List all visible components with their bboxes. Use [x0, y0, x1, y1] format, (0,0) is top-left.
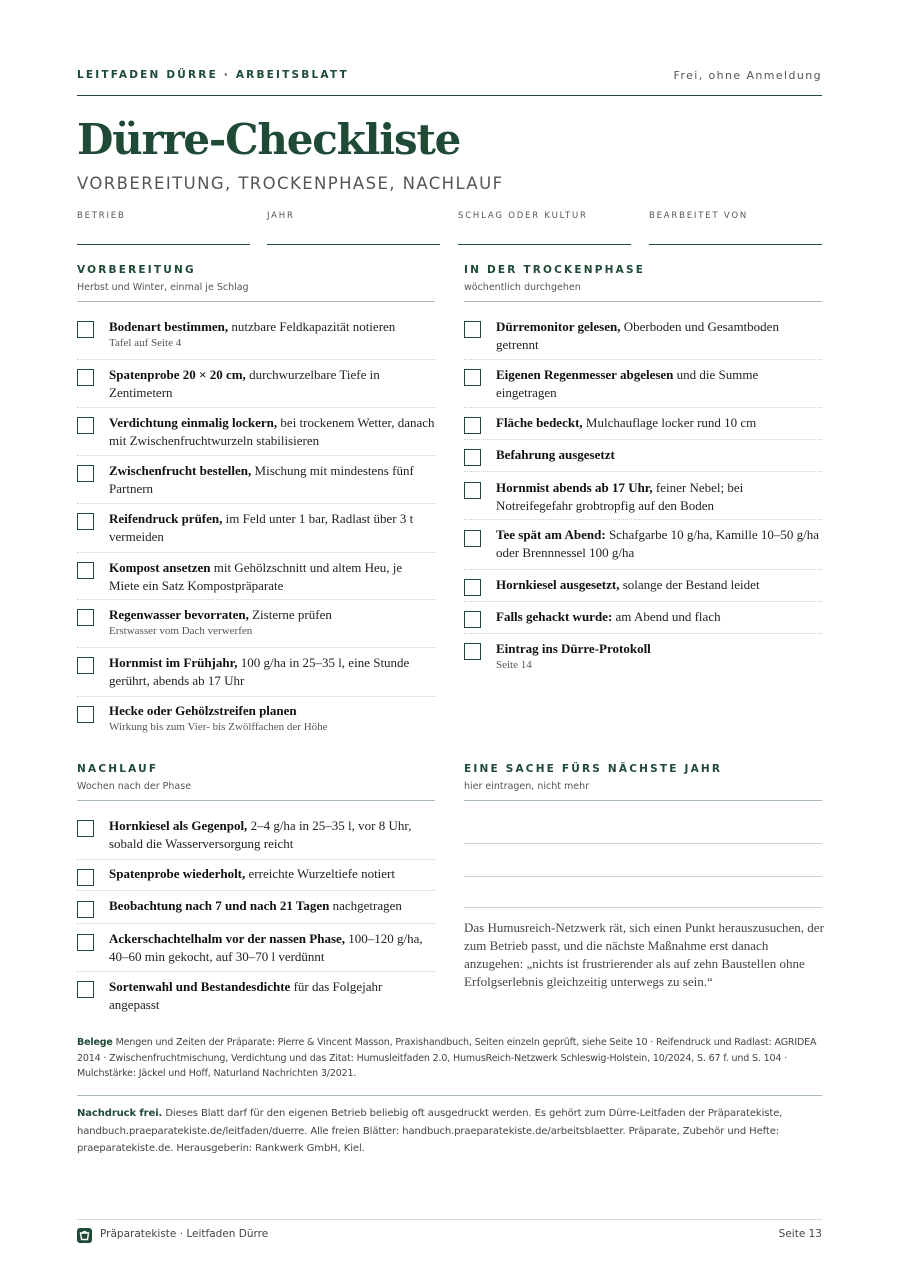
write-line[interactable] — [464, 907, 822, 908]
item-note: Wirkung bis zum Vier- bis Zwölffachen der Höhe — [109, 721, 328, 733]
checklist-item — [464, 408, 822, 440]
section-subtitle: wöchentlich durchgehen — [464, 282, 581, 293]
item-text: Hornkiesel als Gegenpol, 2–4 g/ha in 25–35 l, vor 8 Uhr, sobald die Wasserversorgung reicht — [109, 818, 412, 851]
section-nachlauf — [77, 763, 435, 801]
reprint-note: Nachdruck frei. Dieses Blatt darf für den eigenen Betrieb beliebig oft ausgedruckt werden. Es gehört zum Dürre-Leitfaden der Präparatekiste, handbuch.praeparatekiste.de/leitfaden/duerre. Alle freien Blätter: handbuch.praeparatekiste.de/arbeitsblaetter. Präparate, Zubehör und Hefte: praeparatekiste.de. Herausgeberin: Rankwerk GmbH, Kiel. — [77, 1108, 783, 1154]
item-text: Hornmist abends ab 17 Uhr, feiner Nebel; bei Notreifegefahr grobtropfig auf den Boden — [496, 480, 744, 513]
checklist-item — [464, 520, 822, 570]
item-text: Sortenwahl und Bestandesdichte für das Folgejahr angepasst — [109, 979, 383, 1012]
checkbox[interactable] — [77, 934, 94, 951]
section-title: EINE SACHE FÜRS NÄCHSTE JAHR — [464, 763, 723, 775]
field-label: BEARBEITET VON — [649, 211, 749, 221]
checklist-item — [77, 504, 435, 553]
checkbox[interactable] — [77, 513, 94, 530]
checkbox[interactable] — [77, 417, 94, 434]
item-text: Ackerschachtelhalm vor der nassen Phase, 100–120 g/ha, 40–60 min gekocht, auf 30–70 l verdünnt — [109, 931, 423, 964]
item-note: Erstwasser vom Dach verwerfen — [109, 625, 253, 637]
item-text: Dürremonitor gelesen, Oberboden und Gesamtboden getrennt — [496, 319, 779, 352]
checklist-item — [77, 810, 435, 860]
item-text: Bodenart bestimmen, nutzbare Feldkapazität notieren — [109, 319, 396, 334]
item-text: Hecke oder Gehölzstreifen planen — [109, 703, 297, 718]
write-line[interactable] — [464, 843, 822, 844]
checklist-item — [77, 648, 435, 697]
item-text: Falls gehackt wurde: am Abend und flach — [496, 609, 721, 624]
section-subtitle: Wochen nach der Phase — [77, 781, 192, 792]
checkbox[interactable] — [464, 417, 481, 434]
checklist-item — [77, 456, 435, 504]
item-text: Eigenen Regenmesser abgelesen und die Summe eingetragen — [496, 367, 759, 400]
section-title: IN DER TROCKENPHASE — [464, 264, 646, 276]
checkbox[interactable] — [464, 643, 481, 660]
checkbox[interactable] — [77, 901, 94, 918]
document-series: LEITFADEN DÜRRE · ARBEITSBLATT — [77, 69, 349, 81]
top-bar — [77, 69, 822, 96]
checkbox[interactable] — [464, 530, 481, 547]
item-text: Eintrag ins Dürre-Protokoll — [496, 641, 651, 656]
checkbox[interactable] — [77, 369, 94, 386]
field-betrieb[interactable] — [77, 205, 250, 245]
field-label: SCHLAG ODER KULTUR — [458, 211, 588, 221]
checkbox[interactable] — [77, 657, 94, 674]
sources-note: Belege Mengen und Zeiten der Präparate: Pierre & Vincent Masson, Praxishandbuch, Seiten einzeln geprüft, siehe Seite 10 · Reifendruck und Radlast: AGRIDEA 2014 · Zwischenfruchtmischung, Verdichtung und das Zitat: Humusleitfaden 2.0, HumusReich-Netzwerk Schleswig-Holstein, 10/2024, S. 67 f. und S. 104 · Mulchstärke: Jäckel und Hoff, Naturland Nachrichten 3/2021. — [77, 1037, 817, 1079]
item-note: Tafel auf Seite 4 — [109, 337, 182, 349]
section-vorbereitung — [77, 264, 435, 302]
checkbox[interactable] — [464, 482, 481, 499]
item-text: Verdichtung einmalig lockern, bei trockenem Wetter, danach mit Zwischenfruchtwurzeln stabilisieren — [109, 415, 435, 448]
checkbox[interactable] — [464, 579, 481, 596]
checklist-item — [464, 602, 822, 634]
checklist-item — [464, 440, 822, 472]
item-note: Seite 14 — [496, 659, 532, 671]
divider — [77, 1095, 822, 1096]
item-text: Regenwasser bevorraten, Zisterne prüfen — [109, 607, 332, 622]
item-text: Hornmist im Frühjahr, 100 g/ha in 25–35 l, eine Stunde gerührt, abends ab 17 Uhr — [109, 655, 410, 688]
field-bearbeitet-von[interactable] — [649, 205, 822, 245]
item-text: Spatenprobe wiederholt, erreichte Wurzeltiefe notiert — [109, 866, 396, 881]
item-text: Spatenprobe 20 × 20 cm, durchwurzelbare Tiefe in Zentimetern — [109, 367, 380, 400]
item-text: Kompost ansetzen mit Gehölzschnitt und altem Heu, je Miete ein Satz Kompostpräparate — [109, 560, 403, 593]
network-tip: Das Humusreich-Netzwerk rät, sich einen Punkt herauszusuchen, der zum Betrieb passt, und die nächste Maßnahme erst danach anzugehen: „nichts ist frustrierender als auf zehn Baustellen ohne Erfolgserlebnis gleichzeitig unterwegs zu sein.“ — [464, 920, 824, 989]
checklist-item — [77, 408, 435, 456]
field-schlag[interactable] — [458, 205, 631, 245]
item-text: Beobachtung nach 7 und nach 21 Tagen nachgetragen — [109, 898, 402, 913]
section-naechstes-jahr — [464, 763, 822, 801]
item-text: Befahrung ausgesetzt — [496, 447, 615, 462]
checkbox[interactable] — [77, 321, 94, 338]
checklist-item — [77, 553, 435, 600]
footer-title: Präparatekiste · Leitfaden Dürre — [100, 1228, 269, 1240]
checklist-item — [77, 697, 435, 743]
license-note: Frei, ohne Anmeldung — [673, 69, 822, 82]
checkbox[interactable] — [77, 562, 94, 579]
brand-logo-icon — [77, 1228, 92, 1243]
checkbox[interactable] — [464, 611, 481, 628]
checklist-item — [77, 924, 435, 972]
item-text: Zwischenfrucht bestellen, Mischung mit mindestens fünf Partnern — [109, 463, 414, 496]
checklist-item — [77, 360, 435, 408]
field-label: BETRIEB — [77, 211, 126, 221]
checkbox[interactable] — [464, 449, 481, 466]
checklist-item — [464, 472, 822, 520]
checkbox[interactable] — [77, 609, 94, 626]
checkbox[interactable] — [77, 981, 94, 998]
checkbox[interactable] — [77, 465, 94, 482]
page-title: Dürre-Checkliste — [77, 115, 461, 164]
section-title: NACHLAUF — [77, 763, 159, 775]
checklist-item — [77, 891, 435, 924]
checklist-item — [77, 600, 435, 648]
checklist-item — [464, 634, 822, 682]
checklist-item — [77, 972, 435, 1018]
checklist-item — [464, 360, 822, 408]
item-text: Fläche bedeckt, Mulchauflage locker rund 10 cm — [496, 415, 757, 430]
item-text: Hornkiesel ausgesetzt, solange der Bestand leidet — [496, 577, 760, 592]
section-subtitle: Herbst und Winter, einmal je Schlag — [77, 282, 249, 293]
section-trockenphase — [464, 264, 822, 302]
checklist-item — [464, 311, 822, 360]
item-text: Reifendruck prüfen, im Feld unter 1 bar, Radlast über 3 t vermeiden — [109, 511, 414, 544]
field-jahr[interactable] — [267, 205, 440, 245]
page-number: Seite 13 — [778, 1228, 822, 1240]
section-subtitle: hier eintragen, nicht mehr — [464, 781, 589, 792]
checkbox[interactable] — [464, 369, 481, 386]
field-label: JAHR — [267, 211, 295, 221]
checkbox[interactable] — [464, 321, 481, 338]
page-subtitle: VORBEREITUNG, TROCKENPHASE, NACHLAUF — [77, 174, 504, 193]
footer — [77, 1219, 822, 1249]
checkbox[interactable] — [77, 820, 94, 837]
section-title: VORBEREITUNG — [77, 264, 196, 276]
checkbox[interactable] — [77, 869, 94, 886]
write-line[interactable] — [464, 876, 822, 877]
checklist-item — [464, 570, 822, 602]
checklist-item — [77, 860, 435, 891]
checkbox[interactable] — [77, 706, 94, 723]
item-text: Tee spät am Abend: Schafgarbe 10 g/ha, Kamille 10–50 g/ha oder Brennnessel 100 g/ha — [496, 527, 820, 560]
checklist-item — [77, 311, 435, 360]
